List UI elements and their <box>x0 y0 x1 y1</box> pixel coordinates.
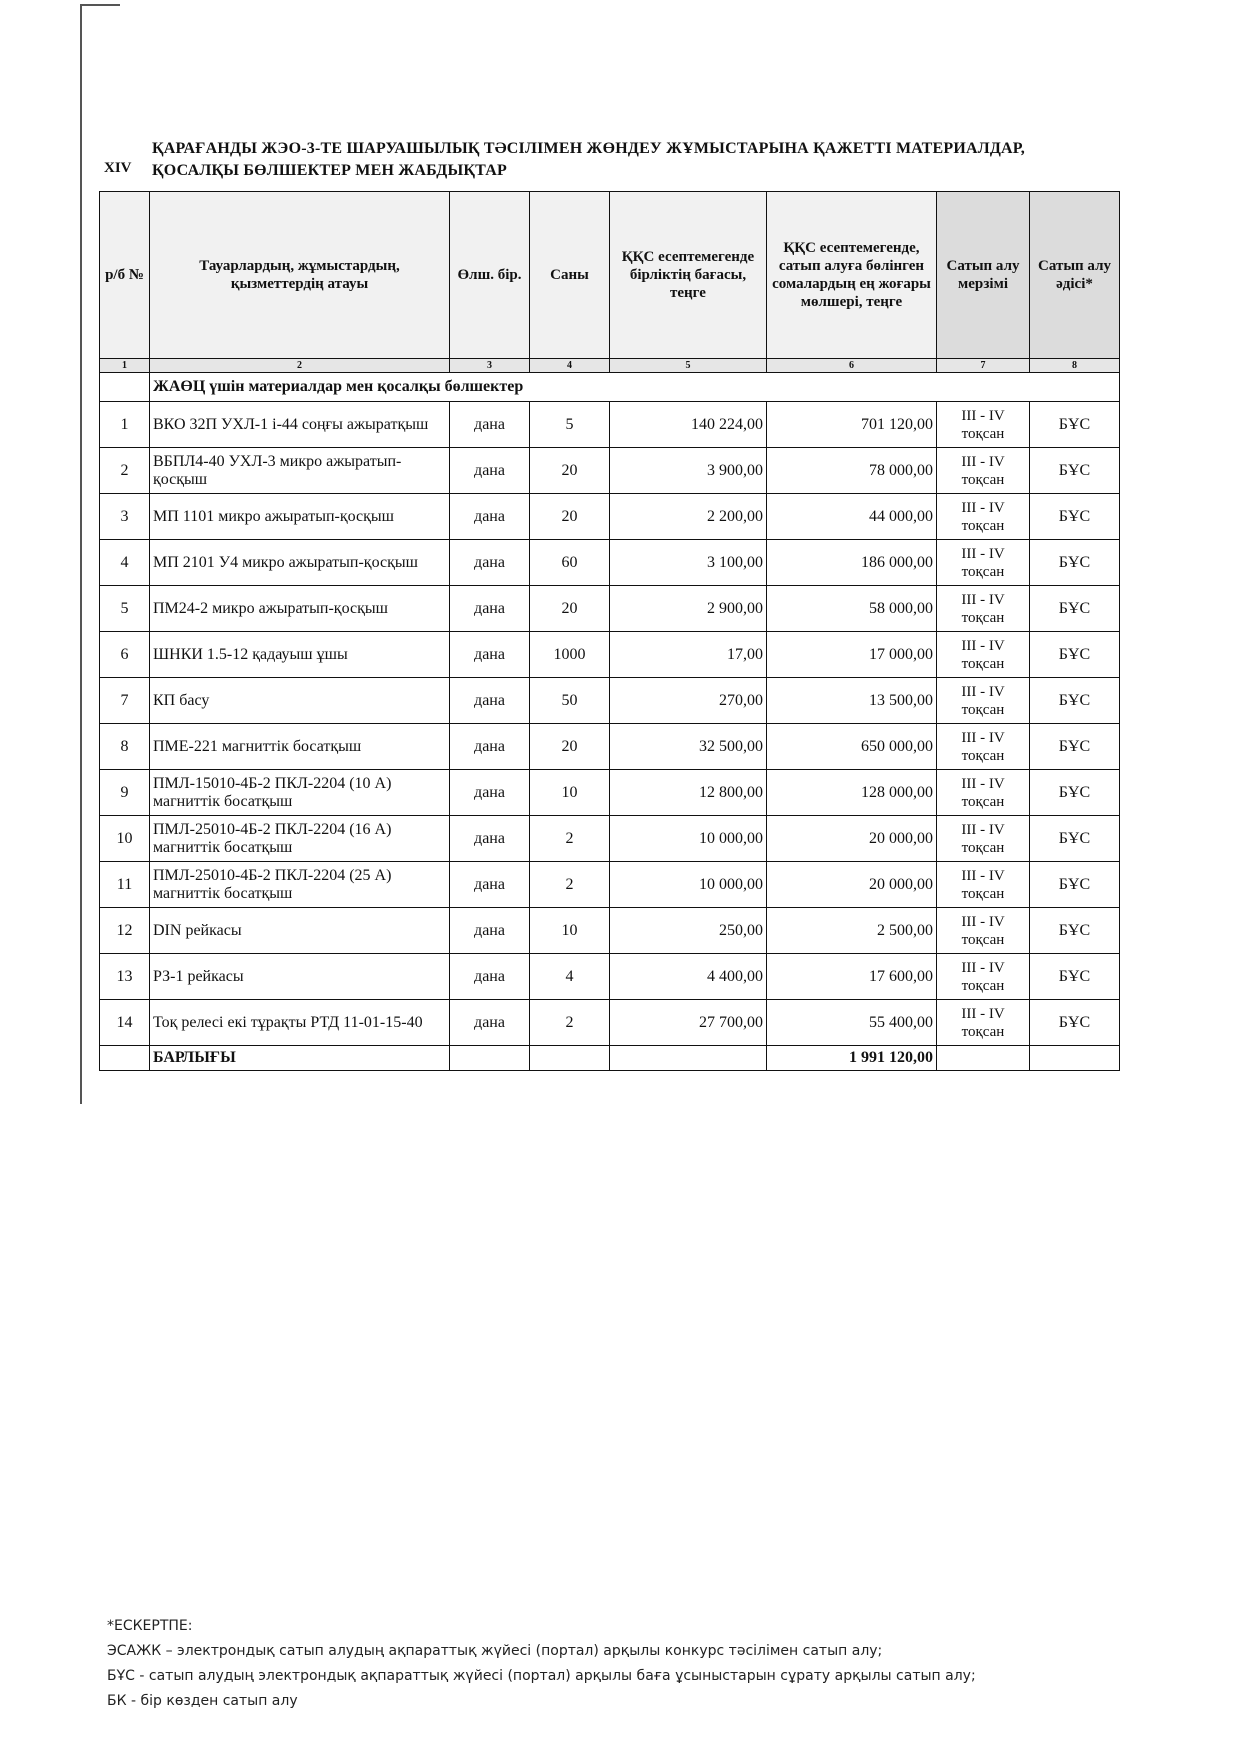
item-name: ШНКИ 1.5-12 қадауыш ұшы <box>150 632 450 678</box>
unit-price-cell: 10 000,00 <box>610 862 767 908</box>
unit-cell: дана <box>450 586 530 632</box>
row-number: 7 <box>100 678 150 724</box>
header-cell: Саны <box>530 192 610 359</box>
total-amount-cell: 58 000,00 <box>767 586 937 632</box>
purchase-period-cell: III - IV тоқсан <box>937 770 1030 816</box>
row-number: 11 <box>100 862 150 908</box>
quantity-cell: 10 <box>530 908 610 954</box>
header-cell: ҚҚС есептемегенде бірліктің бағасы, теңге <box>610 192 767 359</box>
purchase-period-cell: III - IV тоқсан <box>937 402 1030 448</box>
unit-price-cell: 250,00 <box>610 908 767 954</box>
total-empty-cell <box>100 1046 150 1071</box>
row-number: 12 <box>100 908 150 954</box>
purchase-period-cell: III - IV тоқсан <box>937 908 1030 954</box>
item-name: КП басу <box>150 678 450 724</box>
total-sum: 1 991 120,00 <box>767 1046 937 1071</box>
row-number: 4 <box>100 540 150 586</box>
purchase-method-cell: БҰС <box>1030 632 1120 678</box>
quantity-cell: 2 <box>530 1000 610 1046</box>
purchase-method-cell: БҰС <box>1030 816 1120 862</box>
quantity-cell: 5 <box>530 402 610 448</box>
column-number: 2 <box>150 359 450 373</box>
purchase-period-cell: III - IV тоқсан <box>937 816 1030 862</box>
table-row <box>100 678 1120 724</box>
item-name: МП 1101 микро ажыратып-қосқыш <box>150 494 450 540</box>
total-empty-cell <box>937 1046 1030 1071</box>
item-name: МП 2101 У4 микро ажыратып-қосқыш <box>150 540 450 586</box>
total-amount-cell: 44 000,00 <box>767 494 937 540</box>
unit-price-cell: 2 200,00 <box>610 494 767 540</box>
table-row <box>100 862 1120 908</box>
group-number-cell <box>100 373 150 402</box>
unit-cell: дана <box>450 448 530 494</box>
purchase-period-cell: III - IV тоқсан <box>937 1000 1030 1046</box>
purchase-period-cell: III - IV тоқсан <box>937 540 1030 586</box>
table-header-row <box>100 192 1120 359</box>
purchase-method-cell: БҰС <box>1030 1000 1120 1046</box>
quantity-cell: 50 <box>530 678 610 724</box>
footnote-line: ЭСАЖК – электрондық сатып алудың ақпараттық жүйесі (портал) арқылы конкурс тәсілімен сатып алу; <box>107 1643 883 1659</box>
total-amount-cell: 20 000,00 <box>767 816 937 862</box>
quantity-cell: 20 <box>530 724 610 770</box>
unit-price-cell: 32 500,00 <box>610 724 767 770</box>
quantity-cell: 2 <box>530 816 610 862</box>
unit-price-cell: 140 224,00 <box>610 402 767 448</box>
purchase-method-cell: БҰС <box>1030 678 1120 724</box>
total-amount-cell: 701 120,00 <box>767 402 937 448</box>
table-row <box>100 954 1120 1000</box>
purchase-period-cell: III - IV тоқсан <box>937 724 1030 770</box>
purchase-method-cell: БҰС <box>1030 862 1120 908</box>
unit-price-cell: 17,00 <box>610 632 767 678</box>
row-number: 10 <box>100 816 150 862</box>
total-empty-cell <box>1030 1046 1120 1071</box>
purchase-method-cell: БҰС <box>1030 908 1120 954</box>
quantity-cell: 4 <box>530 954 610 1000</box>
total-row <box>100 1046 1120 1071</box>
unit-cell: дана <box>450 402 530 448</box>
item-name: DIN рейкасы <box>150 908 450 954</box>
table-row <box>100 586 1120 632</box>
total-amount-cell: 186 000,00 <box>767 540 937 586</box>
row-number: 14 <box>100 1000 150 1046</box>
header-cell: Өлш. бір. <box>450 192 530 359</box>
column-number: 5 <box>610 359 767 373</box>
item-name: ПМЛ-15010-4Б-2 ПКЛ-2204 (10 А) магниттік босатқыш <box>150 770 450 816</box>
total-amount-cell: 128 000,00 <box>767 770 937 816</box>
total-amount-cell: 55 400,00 <box>767 1000 937 1046</box>
unit-cell: дана <box>450 862 530 908</box>
purchase-method-cell: БҰС <box>1030 494 1120 540</box>
quantity-cell: 1000 <box>530 632 610 678</box>
row-number: 6 <box>100 632 150 678</box>
purchase-method-cell: БҰС <box>1030 448 1120 494</box>
unit-cell: дана <box>450 632 530 678</box>
purchase-period-cell: III - IV тоқсан <box>937 494 1030 540</box>
item-name: ПМЛ-25010-4Б-2 ПКЛ-2204 (25 А) магниттік босатқыш <box>150 862 450 908</box>
unit-price-cell: 2 900,00 <box>610 586 767 632</box>
unit-cell: дана <box>450 494 530 540</box>
unit-cell: дана <box>450 908 530 954</box>
row-number: 8 <box>100 724 150 770</box>
unit-cell: дана <box>450 954 530 1000</box>
total-amount-cell: 17 000,00 <box>767 632 937 678</box>
column-number: 7 <box>937 359 1030 373</box>
unit-price-cell: 3 900,00 <box>610 448 767 494</box>
header-cell: ҚҚС есептемегенде, сатып алуға бөлінген сомалардың ең жоғары мөлшері, теңге <box>767 192 937 359</box>
unit-cell: дана <box>450 816 530 862</box>
purchase-period-cell: III - IV тоқсан <box>937 678 1030 724</box>
quantity-cell: 10 <box>530 770 610 816</box>
header-cell: Сатып алу әдісі* <box>1030 192 1120 359</box>
row-number: 9 <box>100 770 150 816</box>
item-name: ПМ24-2 микро ажыратып-қосқыш <box>150 586 450 632</box>
scan-border <box>80 4 82 1104</box>
purchase-method-cell: БҰС <box>1030 402 1120 448</box>
total-amount-cell: 650 000,00 <box>767 724 937 770</box>
column-number: 6 <box>767 359 937 373</box>
header-cell: р/б № <box>100 192 150 359</box>
footnote-heading: *ЕСКЕРТПЕ: <box>107 1618 193 1634</box>
row-number: 5 <box>100 586 150 632</box>
quantity-cell: 20 <box>530 494 610 540</box>
quantity-cell: 60 <box>530 540 610 586</box>
footnote <box>107 1614 1107 1714</box>
purchase-method-cell: БҰС <box>1030 724 1120 770</box>
row-number: 13 <box>100 954 150 1000</box>
materials-table <box>99 191 1120 1071</box>
group-row <box>100 373 1120 402</box>
item-name: ВБПЛ4-40 УХЛ-3 микро ажыратып-қосқыш <box>150 448 450 494</box>
section-number: XIV <box>104 160 132 176</box>
purchase-period-cell: III - IV тоқсан <box>937 954 1030 1000</box>
purchase-method-cell: БҰС <box>1030 586 1120 632</box>
row-number: 1 <box>100 402 150 448</box>
scan-border <box>80 4 120 6</box>
purchase-period-cell: III - IV тоқсан <box>937 862 1030 908</box>
purchase-period-cell: III - IV тоқсан <box>937 586 1030 632</box>
column-number-row <box>100 359 1120 373</box>
unit-price-cell: 27 700,00 <box>610 1000 767 1046</box>
quantity-cell: 2 <box>530 862 610 908</box>
table-row <box>100 632 1120 678</box>
unit-cell: дана <box>450 678 530 724</box>
row-number: 3 <box>100 494 150 540</box>
table-row <box>100 908 1120 954</box>
item-name: ВКО 32П УХЛ-1 i-44 соңғы ажыратқыш <box>150 402 450 448</box>
purchase-method-cell: БҰС <box>1030 954 1120 1000</box>
purchase-period-cell: III - IV тоқсан <box>937 632 1030 678</box>
total-amount-cell: 20 000,00 <box>767 862 937 908</box>
table-row <box>100 816 1120 862</box>
total-empty-cell <box>610 1046 767 1071</box>
total-empty-cell <box>530 1046 610 1071</box>
total-amount-cell: 2 500,00 <box>767 908 937 954</box>
purchase-period-cell: III - IV тоқсан <box>937 448 1030 494</box>
quantity-cell: 20 <box>530 448 610 494</box>
table-row <box>100 770 1120 816</box>
column-number: 3 <box>450 359 530 373</box>
footnote-line: БҰС - сатып алудың электрондық ақпараттық жүйесі (портал) арқылы баға ұсыныстарын сұрату арқылы сатып алу; <box>107 1668 976 1684</box>
unit-price-cell: 10 000,00 <box>610 816 767 862</box>
column-number: 4 <box>530 359 610 373</box>
table-row <box>100 494 1120 540</box>
header-cell: Тауарлардың, жұмыстардың, қызметтердің атауы <box>150 192 450 359</box>
item-name: ПМЕ-221 магниттік босатқыш <box>150 724 450 770</box>
table-row <box>100 724 1120 770</box>
total-amount-cell: 17 600,00 <box>767 954 937 1000</box>
unit-cell: дана <box>450 1000 530 1046</box>
item-name: ПМЛ-25010-4Б-2 ПКЛ-2204 (16 А) магниттік босатқыш <box>150 816 450 862</box>
table-row <box>100 402 1120 448</box>
total-empty-cell <box>450 1046 530 1071</box>
item-name: Тоқ релесі екі тұрақты РТД 11-01-15-40 <box>150 1000 450 1046</box>
column-number: 8 <box>1030 359 1120 373</box>
table-row <box>100 448 1120 494</box>
item-name: РЗ-1 рейкасы <box>150 954 450 1000</box>
table-row <box>100 540 1120 586</box>
unit-price-cell: 4 400,00 <box>610 954 767 1000</box>
total-amount-cell: 13 500,00 <box>767 678 937 724</box>
total-amount-cell: 78 000,00 <box>767 448 937 494</box>
unit-price-cell: 270,00 <box>610 678 767 724</box>
row-number: 2 <box>100 448 150 494</box>
purchase-method-cell: БҰС <box>1030 540 1120 586</box>
group-label: ЖАӨЦ үшін материалдар мен қосалқы бөлшектер <box>150 373 1120 402</box>
unit-cell: дана <box>450 540 530 586</box>
unit-price-cell: 12 800,00 <box>610 770 767 816</box>
unit-cell: дана <box>450 724 530 770</box>
quantity-cell: 20 <box>530 586 610 632</box>
header-cell: Сатып алу мерзімі <box>937 192 1030 359</box>
footnote-line: БК - бір көзден сатып алу <box>107 1693 298 1709</box>
total-label: БАРЛЫҒЫ <box>150 1046 450 1071</box>
unit-price-cell: 3 100,00 <box>610 540 767 586</box>
document-title: ҚАРАҒАНДЫ ЖЭО-3-ТЕ ШАРУАШЫЛЫҚ ТӘСІЛІМЕН ЖӨНДЕУ ЖҰМЫСТАРЫНА ҚАЖЕТТІ МАТЕРИАЛДАР, ҚОСАЛҚЫ БӨЛШЕКТЕР МЕН ЖАБДЫҚТАР <box>152 140 1025 179</box>
purchase-method-cell: БҰС <box>1030 770 1120 816</box>
table-row <box>100 1000 1120 1046</box>
column-number: 1 <box>100 359 150 373</box>
unit-cell: дана <box>450 770 530 816</box>
